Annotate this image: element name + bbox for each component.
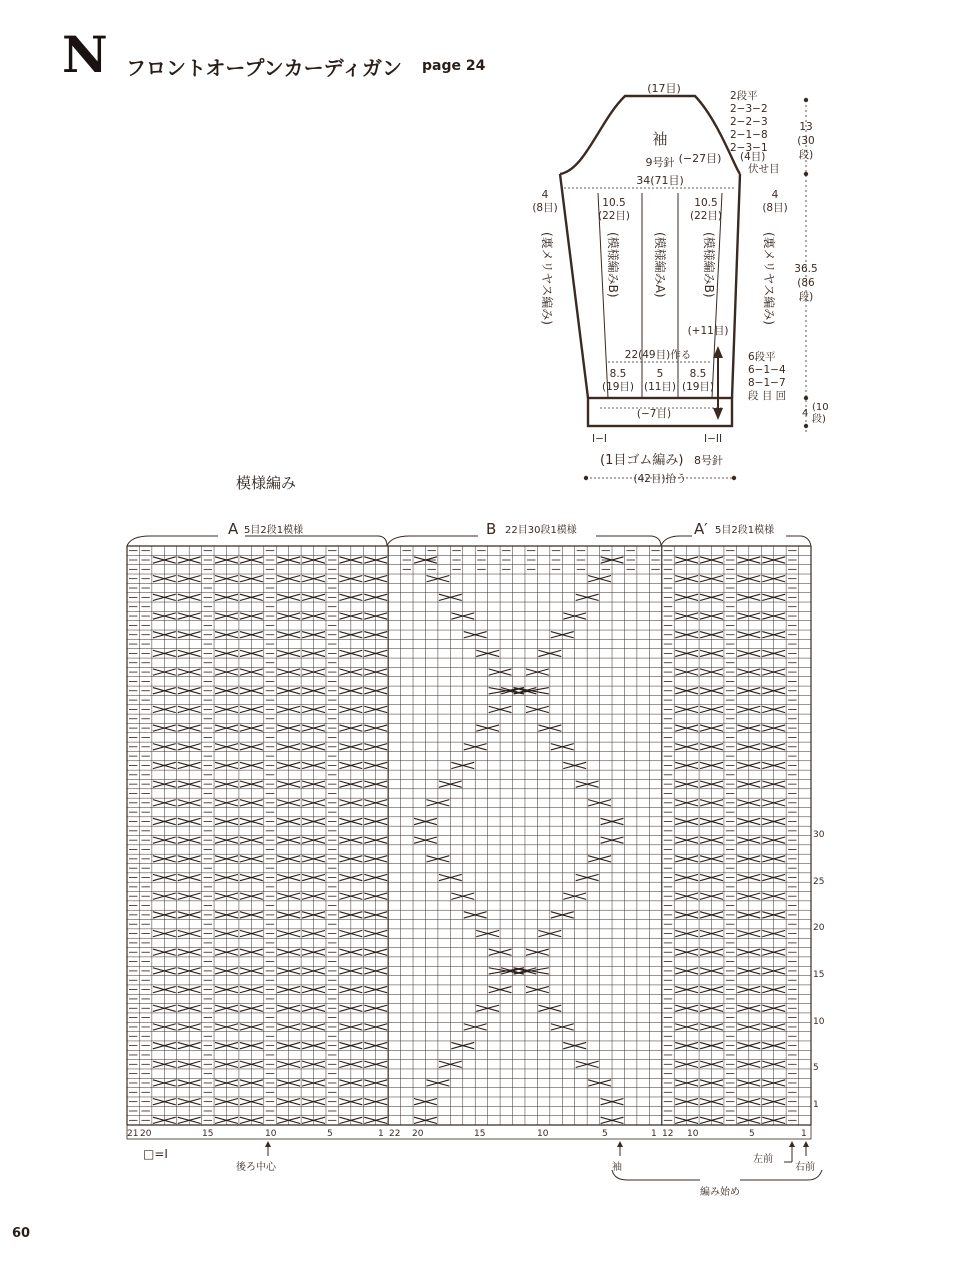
col-number: 12 (662, 1129, 674, 1139)
col-number: 15 (474, 1129, 486, 1139)
chart-grid (127, 546, 811, 1139)
svg-text:8.5: 8.5 (609, 368, 627, 380)
pattern-title: 模様編み (236, 474, 297, 492)
col-number: 20 (140, 1129, 152, 1139)
back-center-label: 後ろ中心 (236, 1162, 276, 1173)
row-numbers (813, 830, 825, 1110)
rib-pattern-right: I−II (704, 433, 723, 445)
increase-11-label: (+11目) (687, 325, 729, 337)
col-number: 15 (202, 1129, 214, 1139)
svg-text:段): 段) (812, 414, 826, 425)
right-front-label: 右前 (795, 1162, 815, 1173)
row-number: 30 (813, 830, 825, 840)
top-width-label: (17目) (647, 82, 681, 95)
row-number: 25 (813, 877, 825, 887)
row-number: 1 (813, 1100, 819, 1110)
svg-text:(30: (30 (797, 135, 815, 147)
svg-text:段): 段) (798, 291, 814, 303)
svg-text:(10: (10 (812, 402, 829, 413)
column-label-a: (模様編みA) (653, 232, 667, 298)
svg-text:(22目): (22目) (689, 210, 723, 222)
svg-text:2段平: 2段平 (730, 90, 758, 102)
svg-text:6−1−4: 6−1−4 (748, 364, 786, 376)
col-number: 10 (265, 1129, 277, 1139)
svg-text:伏せ目: 伏せ目 (748, 163, 780, 175)
section-a-label: A (228, 520, 239, 538)
svg-text:2−1−8: 2−1−8 (730, 129, 768, 141)
col-number: 20 (412, 1129, 424, 1139)
section-b-label: B (486, 520, 497, 538)
svg-text:10.5: 10.5 (694, 197, 718, 209)
column-numbers (127, 1129, 807, 1139)
page-reference: page 24 (422, 58, 486, 74)
column-label-b-right: (模様編みB) (702, 232, 716, 298)
section-a-note: 5目2段1模様 (244, 525, 304, 536)
section-letter: N (62, 25, 108, 84)
column-number-strip (127, 1125, 811, 1139)
section-b-note: 22目30段1模様 (505, 525, 577, 536)
svg-text:13: 13 (799, 121, 813, 133)
svg-text:8−1−7: 8−1−7 (748, 377, 786, 389)
sleeve-label: 袖 (652, 130, 668, 148)
sleeve-marker-label: 袖 (612, 1162, 622, 1173)
rib-needle-label: 8号針 (694, 454, 723, 467)
col-number: 5 (602, 1129, 608, 1139)
row-number: 15 (813, 970, 825, 980)
svg-text:(8目): (8目) (532, 202, 558, 214)
svg-text:(86: (86 (797, 277, 815, 289)
svg-text:(4目): (4目) (740, 151, 766, 163)
main-needle-label: 9号針 (645, 156, 675, 169)
svg-text:(8目): (8目) (762, 202, 788, 214)
svg-text:5: 5 (656, 368, 664, 380)
svg-text:2−2−3: 2−2−3 (730, 116, 768, 128)
svg-text:段): 段) (798, 149, 814, 161)
decrease-7-label: (−7目) (636, 408, 672, 420)
column-label-b-left: (模様編みB) (606, 232, 620, 298)
svg-text:4: 4 (541, 189, 549, 201)
pickup-label: (42目)拾う (633, 473, 687, 485)
page-title: フロントオープンカーディガン (126, 56, 402, 80)
col-number: 1 (801, 1129, 807, 1139)
page-number: 60 (12, 1226, 31, 1241)
svg-text:(11目): (11目) (643, 381, 677, 393)
svg-text:8.5: 8.5 (689, 368, 707, 380)
svg-text:10.5: 10.5 (602, 197, 626, 209)
svg-text:(19目): (19目) (601, 381, 635, 393)
section-a2-note: 5目2段1模様 (715, 525, 775, 536)
row-number: 20 (813, 923, 825, 933)
col-number: 5 (749, 1129, 755, 1139)
svg-text:6段平: 6段平 (748, 351, 776, 363)
svg-text:36.5: 36.5 (794, 263, 818, 275)
legend: □=I (143, 1147, 168, 1161)
left-front-label: 左前 (753, 1154, 773, 1165)
rib-label: (1目ゴム編み) (600, 453, 684, 468)
col-number: 1 (651, 1129, 657, 1139)
col-number: 10 (687, 1129, 699, 1139)
section-a2-label: A′ (694, 520, 708, 538)
column-label-left-outer: (裏メリヤス編み) (540, 232, 554, 325)
svg-text:4: 4 (802, 408, 809, 419)
cast-on-label: 22(49目)作る (624, 349, 692, 361)
svg-text:2−3−2: 2−3−2 (730, 103, 768, 115)
svg-text:段 目 回: 段 目 回 (748, 390, 787, 402)
decrease-27-label: (−27目) (678, 152, 722, 165)
col-number: 5 (327, 1129, 333, 1139)
marker-arrows (265, 1141, 822, 1180)
start-label: 編み始め (700, 1187, 740, 1198)
svg-text:4: 4 (771, 189, 779, 201)
section-headers (127, 520, 811, 546)
col-number: 10 (537, 1129, 549, 1139)
rib-pattern-left: I−I (592, 433, 607, 445)
col-number: 1 (378, 1129, 384, 1139)
svg-text:(19目): (19目) (681, 381, 715, 393)
col-number: 22 (389, 1129, 401, 1139)
column-label-right-outer: (裏メリヤス編み) (762, 232, 776, 325)
row-number: 5 (813, 1063, 819, 1073)
svg-text:(22目): (22目) (597, 210, 631, 222)
col-number: 21 (127, 1129, 139, 1139)
row-number: 10 (813, 1017, 825, 1027)
main-width-label: 34(71目) (636, 174, 684, 187)
svg-text:2−3−1: 2−3−1 (730, 142, 768, 154)
